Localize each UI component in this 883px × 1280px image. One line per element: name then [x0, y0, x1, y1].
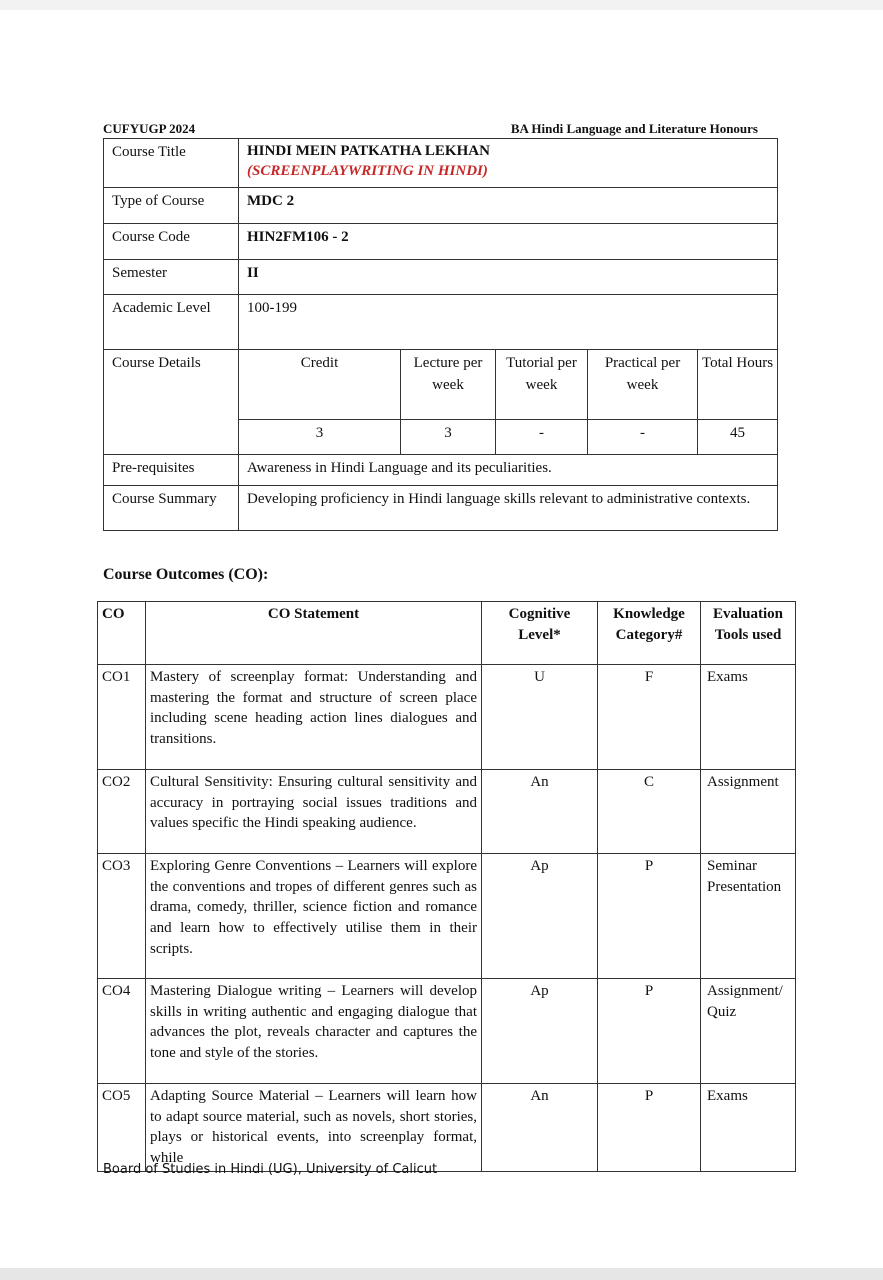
co-cognitive-level: U [482, 665, 598, 770]
details-value-lecture: 3 [401, 420, 496, 455]
label-course-type: Type of Course [104, 188, 239, 224]
co-evaluation-tools: Assignment/ Quiz [701, 979, 796, 1084]
header-program-name: BA Hindi Language and Literature Honours [510, 121, 758, 136]
co-row [98, 770, 796, 854]
co-statement: Mastering Dialogue writing – Learners will develop skills in writing authentic and engaging dialogue that advances the plot, reveals character and captures the tone and style of the stories. [146, 979, 482, 1084]
details-value-credit: 3 [239, 420, 401, 455]
label-course-code: Course Code [104, 224, 239, 260]
co-id: CO1 [98, 665, 146, 770]
co-header-tools: Evaluation Tools used [701, 602, 796, 665]
row-course-code [104, 224, 778, 260]
label-course-summary: Course Summary [104, 486, 239, 531]
row-prerequisites [104, 455, 778, 486]
course-outcomes-title: Course Outcomes (CO): [103, 566, 269, 583]
co-statement: Adapting Source Material – Learners will learn how to adapt source material, such as novels, short stories, plays or historical events, into screenplay format, while [146, 1084, 482, 1172]
co-cognitive-level: An [482, 770, 598, 854]
label-semester: Semester [104, 260, 239, 295]
co-id: CO5 [98, 1084, 146, 1172]
co-table-header [98, 602, 796, 665]
details-header-total: Total Hours [698, 350, 778, 420]
co-row [98, 854, 796, 979]
value-semester: II [239, 260, 778, 295]
co-knowledge-category: P [598, 1084, 701, 1172]
co-row [98, 1084, 796, 1172]
course-title-main: HINDI MEIN PATKATHA LEKHAN [247, 143, 490, 159]
co-id: CO2 [98, 770, 146, 854]
viewer-bottom-edge [0, 1268, 883, 1280]
co-knowledge-category: P [598, 854, 701, 979]
co-statement: Cultural Sensitivity: Ensuring cultural sensitivity and accuracy in portraying social issues traditions and values specific the Hindi speaking audience. [146, 770, 482, 854]
co-cognitive-level: Ap [482, 979, 598, 1084]
co-cognitive-level: An [482, 1084, 598, 1172]
details-value-tutorial: - [496, 420, 588, 455]
page-footer: Board of Studies in Hindi (UG), University of Calicut [103, 1162, 438, 1177]
co-header-co: CO [98, 602, 146, 665]
row-course-title [104, 139, 778, 188]
co-row [98, 665, 796, 770]
co-header-statement: CO Statement [146, 602, 482, 665]
co-knowledge-category: F [598, 665, 701, 770]
details-header-tutorial: Tutorial per week [496, 350, 588, 420]
document-page [0, 10, 883, 1268]
label-course-details: Course Details [104, 350, 239, 455]
co-id: CO3 [98, 854, 146, 979]
course-outcomes-table [97, 601, 796, 1172]
co-evaluation-tools: Exams [701, 1084, 796, 1172]
details-header-practical: Practical per week [588, 350, 698, 420]
header-program-code: CUFYUGP 2024 [103, 121, 196, 136]
co-id: CO4 [98, 979, 146, 1084]
co-statement: Mastery of screenplay format: Understanding and mastering the format and structure of screen place including scene heading action lines dialogues and transitions. [146, 665, 482, 770]
value-prerequisites: Awareness in Hindi Language and its peculiarities. [239, 455, 778, 486]
row-academic-level [104, 295, 778, 350]
co-cognitive-level: Ap [482, 854, 598, 979]
co-evaluation-tools: Assignment [701, 770, 796, 854]
row-course-type [104, 188, 778, 224]
details-value-practical: - [588, 420, 698, 455]
value-course-title [239, 139, 778, 188]
label-prerequisites: Pre-requisites [104, 455, 239, 486]
co-statement: Exploring Genre Conventions – Learners will explore the conventions and tropes of different genres such as drama, comedy, thriller, science fiction and romance and learn how to effectively utilise them in their scripts. [146, 854, 482, 979]
course-info-table [103, 138, 778, 531]
co-evaluation-tools: Exams [701, 665, 796, 770]
co-row [98, 979, 796, 1084]
row-semester [104, 260, 778, 295]
value-course-summary: Developing proficiency in Hindi language skills relevant to administrative contexts. [239, 486, 778, 531]
label-course-title: Course Title [104, 139, 239, 188]
co-knowledge-category: P [598, 979, 701, 1084]
row-course-summary [104, 486, 778, 531]
value-course-code: HIN2FM106 - 2 [239, 224, 778, 260]
details-header-lecture: Lecture per week [401, 350, 496, 420]
co-header-cognitive: Cognitive Level* [482, 602, 598, 665]
course-title-sub: (SCREENPLAYWRITING IN HINDI) [247, 163, 488, 179]
details-header-credit: Credit [239, 350, 401, 420]
value-course-type: MDC 2 [239, 188, 778, 224]
co-evaluation-tools: Seminar Presentation [701, 854, 796, 979]
label-academic-level: Academic Level [104, 295, 239, 350]
co-knowledge-category: C [598, 770, 701, 854]
value-academic-level: 100-199 [239, 295, 778, 350]
co-header-knowledge: Knowledge Category# [598, 602, 701, 665]
details-value-total: 45 [698, 420, 778, 455]
row-course-details-headers [104, 350, 778, 420]
